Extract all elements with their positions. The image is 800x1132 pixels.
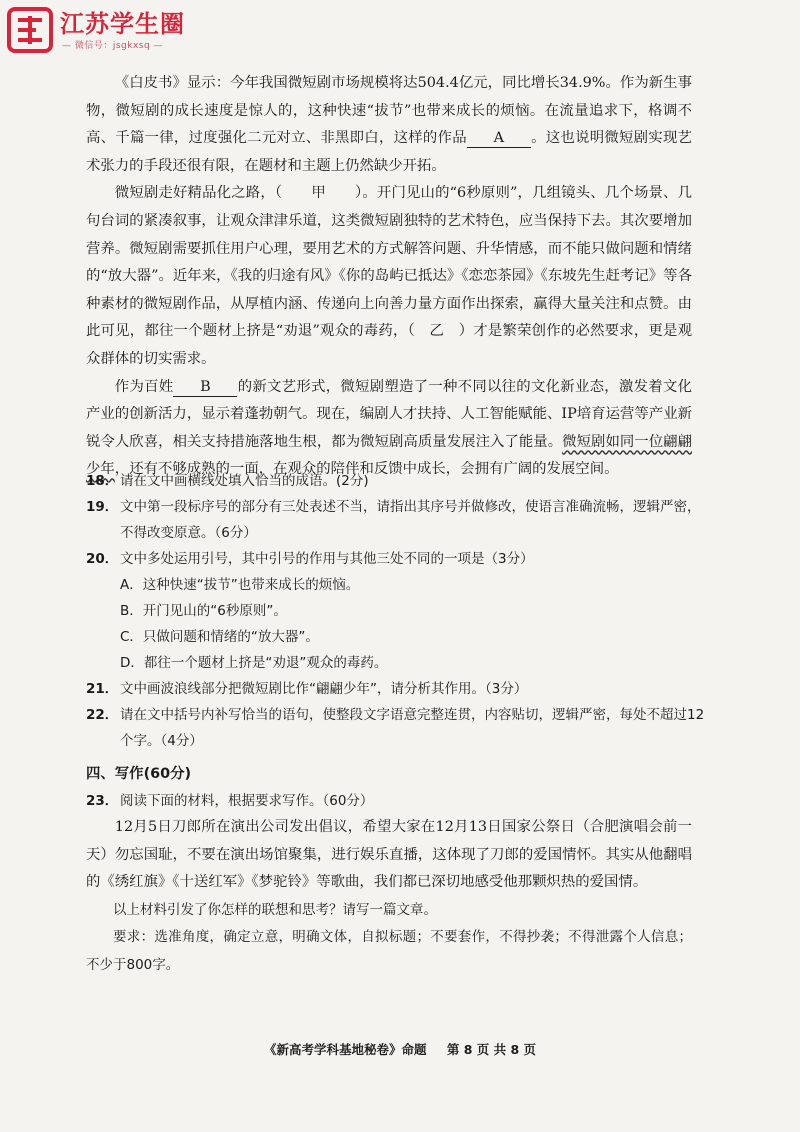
question-20 xyxy=(86,546,706,572)
footer-source: 《新高考学科基地秘卷》命题 xyxy=(263,1042,427,1057)
passage-paragraph-1 xyxy=(86,70,692,180)
question-list xyxy=(86,468,706,754)
question-22 xyxy=(86,702,706,754)
material-text: 12月5日刀郎所在演出公司发出倡议，希望大家在12月13日国家公祭日（合肥演唱会前一天）勿忘国耻，不要在演出场馆聚集，进行娱乐直播，这体现了刀郎的爱国情怀。其实从他翻唱的《绣红旗》《十送红军》《梦驼铃》等歌曲，我们都已深切地感受他那颗炽热的爱国情。 xyxy=(86,819,692,891)
logo-subtitle: — 微信号：jsgkxsq — xyxy=(62,41,164,51)
question-number: 21． xyxy=(86,681,119,697)
writing-requirements: 要求：选准角度，确定立意，明确文体，自拟标题；不要套作，不得抄袭；不得泄露个人信息；不少于800字。 xyxy=(86,929,692,973)
option-b: B．开门见山的“6秒原则”。 xyxy=(120,603,287,619)
question-23 xyxy=(86,788,706,814)
question-number: 23． xyxy=(86,793,119,809)
option-d: D．都往一个题材上挤是“劝退”观众的毒药。 xyxy=(120,655,388,671)
blank-a: A xyxy=(467,129,531,148)
question-number: 20． xyxy=(86,551,119,567)
logo-title: 江苏学生圈 xyxy=(60,10,185,38)
writing-material xyxy=(86,814,692,980)
footer-page-number: 第 8 页 共 8 页 xyxy=(446,1042,537,1057)
wavy-underlined-text: 微短剧如同一位翩翩少年 xyxy=(86,433,692,478)
page-footer xyxy=(0,1040,800,1058)
passage-paragraph-2 xyxy=(86,180,692,373)
blank-b: B xyxy=(173,378,237,397)
question-text: 阅读下面的材料，根据要求写作。（60分） xyxy=(120,793,374,809)
passage-text: 的新文艺形式，微短剧塑造了一种不同以往的文化新业态，激发着文化产业的创新活力，显示着蓬勃朝气。现在，编剧人才扶持、人工智能赋能、IP培育运营等产业新锐令人欣喜，相关支持措施落地生根，都为微短剧高质量发展注入了能量。 xyxy=(86,378,692,450)
question-text: 请在文中画横线处填入恰当的成语。(2分) xyxy=(120,473,369,489)
passage-text: 《白皮书》显示：今年我国微短剧市场规模将达504.4亿元，同比增长34.9%。作为新生事物，微短剧的成长速度是惊人的，这种快速“拔节”也带来成长的烦恼。在流量追求下，格调不高、千篇一律，过度强化二元对立、非黑即白，这样的作品 xyxy=(86,75,692,147)
question-number: 19． xyxy=(86,499,119,515)
question-18 xyxy=(86,468,706,494)
question-text: 文中第一段标序号的部分有三处表述不当，请指出其序号并做修改，使语言准确流畅，逻辑严密，不得改变原意。（6分） xyxy=(120,499,701,541)
brand-logo xyxy=(4,2,214,58)
question-text: 文中多处运用引号，其中引号的作用与其他三处不同的一项是（3分） xyxy=(120,551,534,567)
question-21 xyxy=(86,676,706,702)
option-a: A．这种快速“拔节”也带来成长的烦恼。 xyxy=(120,577,360,593)
passage-text: 作为百姓 xyxy=(114,378,174,395)
question-number: 18． xyxy=(86,473,119,489)
section-title: 四、写作(60分) xyxy=(86,766,192,782)
option-c: C．只做问题和情绪的“放大器”。 xyxy=(120,629,319,645)
passage-text: 微短剧走好精品化之路，（ 甲 ）。开门见山的“6秒原则”，几组镜头、几个场景、几句台词的紧凑叙事，让观众津津乐道，这类微短剧独特的艺术特色，应当保持下去。其次要增加营养。微短剧需要抓住用户心理，要用艺术的方式解答问题、升华情感，而不能只做问题和情绪的“放大器”。近年来，《我的归途有风》《你的岛屿已抵达》《恋恋茶园》《东坡先生赶考记》等各种素材的微短剧作品，从厚植内涵、传递向上向善力量方面作出探索，赢得大量关注和点赞。由此可见，都往一个题材上挤是“劝退”观众的毒药，（ 乙 ）才是繁荣创作的必然要求，更是观众群体的切实需求。 xyxy=(86,185,692,367)
writing-prompt: 以上材料引发了你怎样的联想和思考？请写一篇文章。 xyxy=(113,901,437,918)
passage-text: ，还有不够成熟的一面，在观众的陪伴和反馈中成长，会拥有广阔的发展空间。 xyxy=(114,461,619,478)
question-19 xyxy=(86,494,706,546)
question-text: 请在文中括号内补写恰当的语句，使整段文字语意完整连贯，内容贴切，逻辑严密，每处不超过12个字。（4分） xyxy=(120,707,705,749)
jiangsu-seal-logo-icon xyxy=(6,6,54,54)
question-text: 文中画波浪线部分把微短剧比作“翩翩少年”，请分析其作用。（3分） xyxy=(120,681,528,697)
passage-text: 。这也说明微短剧实现艺术张力的手段还很有限，在题材和主题上仍然缺少开拓。 xyxy=(86,130,692,174)
question-number: 22． xyxy=(86,707,119,723)
reading-passage xyxy=(86,70,692,484)
